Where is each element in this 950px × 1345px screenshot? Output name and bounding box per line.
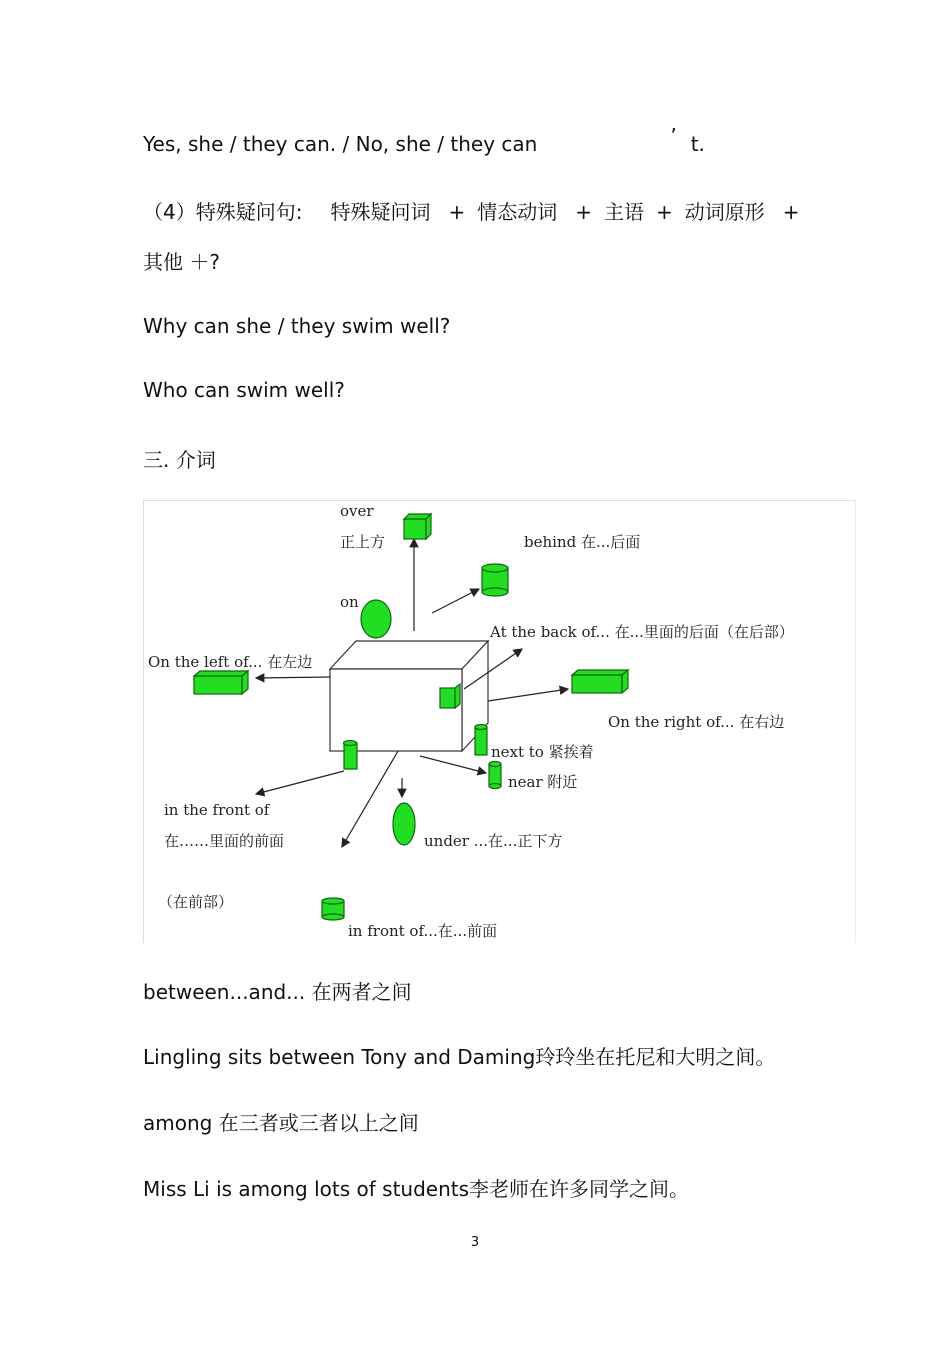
plus-sign: +: [782, 200, 800, 224]
rule-continuation: 其他 ＋?: [143, 250, 220, 274]
example-who: Who can swim well?: [143, 378, 345, 402]
block-right: [572, 670, 628, 693]
preposition-diagram: [143, 500, 856, 943]
label-in-the-front-of-cn: 在……里面的前面: [164, 832, 285, 850]
rule-part: 动词原形: [684, 200, 765, 224]
label-front-part: （在前部）: [158, 893, 234, 911]
label-right-of: On the right of... 在右边: [608, 713, 785, 731]
wh-question-rule: [143, 196, 800, 225]
label-in-the-front-of: in the front of: [164, 801, 270, 819]
answer-text-end: t.: [690, 132, 705, 156]
page-number: 3: [470, 1235, 480, 1250]
block-left: [194, 671, 248, 694]
label-near: near 附近: [508, 773, 578, 791]
cylinder-front-inner: [344, 741, 358, 770]
ball-under: [393, 803, 415, 845]
answer-text: Yes, she / they can. / No, she / they can: [143, 132, 538, 156]
section-heading: 三. 介词: [143, 448, 216, 472]
among-definition: among 在三者或三者以上之间: [143, 1111, 419, 1135]
cylinder-next-to: [475, 725, 487, 756]
between-definition: between...and... 在两者之间: [143, 980, 412, 1004]
arrow-near: [420, 756, 486, 773]
label-next-to: next to 紧挨着: [491, 743, 594, 761]
rule-part: 情态动词: [477, 200, 558, 224]
central-box: [330, 641, 488, 751]
answer-line: [143, 124, 705, 156]
label-on: on: [340, 593, 359, 611]
label-at-back: At the back of... 在...里面的后面（在后部）: [490, 623, 794, 641]
apostrophe: ’: [670, 124, 677, 148]
cylinder-front: [322, 898, 344, 920]
ball-on: [361, 600, 391, 638]
label-in-front-of: in front of...在...前面: [348, 922, 498, 940]
arrow-left: [256, 677, 330, 678]
plus-sign: +: [575, 200, 592, 224]
rule-title: （4）特殊疑问句:: [143, 200, 303, 224]
label-behind: behind 在...后面: [524, 533, 641, 551]
among-example: Miss Li is among lots of students李老师在许多同学之间。: [143, 1177, 690, 1201]
arrow-right: [488, 689, 568, 701]
between-example: Lingling sits between Tony and Daming玲玲坐在托尼和大明之间。: [143, 1045, 776, 1069]
arrow-front-inner: [256, 771, 344, 794]
cylinder-near: [489, 762, 501, 789]
label-over: over: [340, 502, 374, 520]
label-left-of: On the left of... 在左边: [148, 653, 313, 671]
example-why: Why can she / they swim well?: [143, 314, 451, 338]
rule-part: 特殊疑问词: [330, 200, 431, 224]
cube-at-back: [440, 684, 460, 708]
cube-over: [404, 514, 431, 539]
plus-sign: +: [448, 200, 466, 224]
arrow-behind: [432, 589, 479, 613]
cylinder-behind: [482, 564, 508, 596]
rule-part: 主语: [604, 200, 644, 224]
plus-sign: +: [656, 200, 673, 224]
label-over-cn: 正上方: [340, 533, 386, 551]
label-under: under ...在...正下方: [424, 832, 563, 850]
